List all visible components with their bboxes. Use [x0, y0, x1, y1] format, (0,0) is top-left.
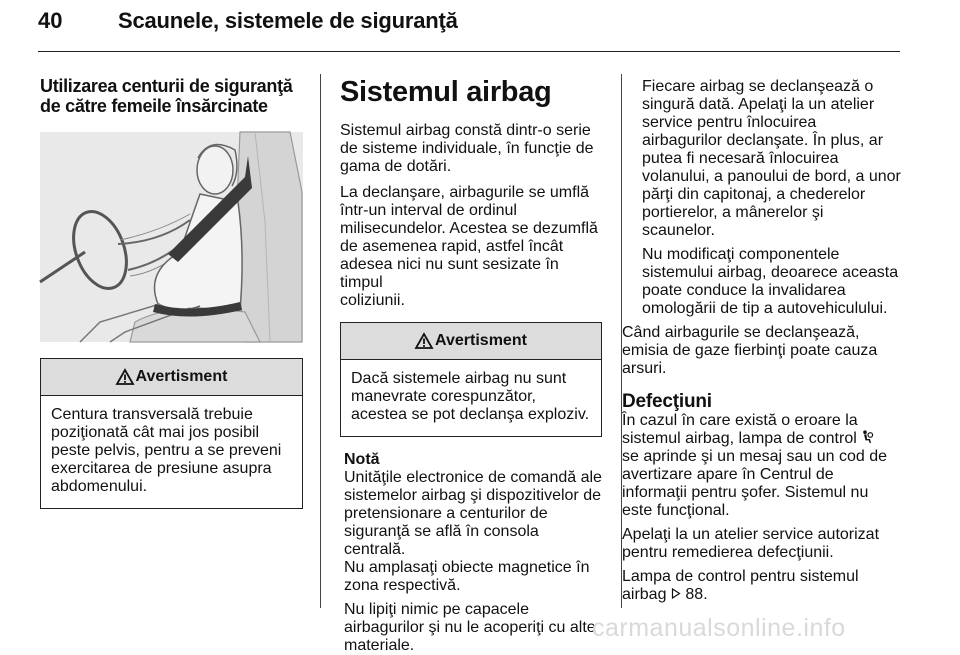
- text-line: [622, 430, 902, 448]
- text-line: manevrate corespunzător,: [351, 388, 536, 405]
- text-line: coliziunii.: [340, 292, 405, 309]
- paragraph-intro: [340, 122, 602, 176]
- paragraph-replacement: [622, 78, 902, 240]
- text-line: airbagurilor declanşate. În plus, ar: [642, 132, 884, 149]
- text-line: acestea se pot declanşa exploziv.: [351, 406, 590, 423]
- text-line: arsuri.: [622, 360, 667, 377]
- text-line: Nu lipiţi nimic pe capacele: [344, 601, 529, 618]
- note-title: Notă: [344, 451, 380, 468]
- text-line: service pentru înlocuirea: [642, 114, 817, 131]
- section-heading-pregnant: [40, 76, 303, 116]
- warning-title: Avertisment: [435, 332, 527, 349]
- text-line: Sistemul airbag constă dintr-o serie: [340, 122, 591, 139]
- text-line: [622, 586, 902, 604]
- text-line: sistemelor airbag şi dispozitivelor de: [344, 487, 601, 504]
- text-line: exercitarea de presiune asupra: [51, 460, 272, 477]
- text-line: gama de dotări.: [340, 158, 452, 175]
- warning-header: [41, 359, 302, 396]
- text-line: airbagurilor şi nu le acoperiţi cu alte: [344, 619, 596, 636]
- warning-text: [341, 360, 601, 436]
- warning-box-seatbelt: [40, 358, 303, 509]
- text-line: pentru remedierea defecţiunii.: [622, 544, 834, 561]
- text-line: putea fi necesară înlocuirea: [642, 150, 839, 167]
- heading-line: de către femeile însărcinate: [40, 96, 268, 116]
- text-line: Unităţile electronice de comandă ale: [344, 469, 602, 486]
- text-line: adesea nici nu sunt sesizate în timpul: [340, 256, 559, 291]
- note-text: [344, 469, 602, 595]
- text-line: pretensionare a centurilor de: [344, 505, 548, 522]
- text-fragment: sistemul airbag, lampa de control: [622, 430, 857, 447]
- text-line: avertizare apare în Centrul de: [622, 466, 834, 483]
- warning-triangle-icon: [415, 333, 433, 349]
- text-line: peste pelvis, pentru a se preveni: [51, 442, 282, 459]
- text-line: abdomenului.: [51, 478, 148, 495]
- text-line: portierelor, a mânerelor şi: [642, 204, 824, 221]
- text-line: părţi din capitonaj, a chederelor: [642, 186, 866, 203]
- warning-title: Avertisment: [135, 368, 228, 385]
- text-line: se aprinde şi un mesaj sau un cod de: [622, 448, 888, 465]
- page-number: 40: [38, 8, 63, 33]
- column-airbag-continued: [622, 78, 902, 604]
- illustration-graphic: [40, 132, 303, 342]
- text-line: Când airbagurile se declanşează,: [622, 324, 860, 341]
- text-line: este funcţional.: [622, 502, 730, 519]
- airbag-warning-lamp-icon: [861, 430, 873, 444]
- text-line: de asemenea rapid, astfel încât: [340, 238, 564, 255]
- text-line: zona respectivă.: [344, 577, 461, 594]
- paragraph-hot-gases: [622, 324, 902, 378]
- text-line: sistemului airbag, deoarece aceasta: [642, 264, 899, 281]
- text-line: Lampa de control pentru sistemul: [622, 568, 859, 585]
- paragraph-no-modification: [622, 246, 902, 318]
- column-separator-left: [320, 74, 321, 608]
- text-line: poziţionată cât mai jos posibil: [51, 424, 260, 441]
- text-fragment: airbag: [622, 586, 667, 603]
- text-line: singură dată. Apelaţi la un atelier: [642, 96, 875, 113]
- text-line: Apelaţi la un atelier service autorizat: [622, 526, 880, 543]
- warning-text: [41, 396, 302, 508]
- warning-box-airbag: [340, 322, 602, 437]
- section-heading-defects: Defecţiuni: [622, 391, 712, 412]
- pregnant-woman-seatbelt-illustration: [40, 132, 303, 342]
- warning-header: [341, 323, 601, 360]
- text-line: poate conduce la invalidarea: [642, 282, 846, 299]
- text-line: Centura transversală trebuie: [51, 406, 253, 423]
- page-reference-link[interactable]: 88.: [685, 586, 708, 603]
- text-line: informaţii pentru şofer. Sistemul nu: [622, 484, 869, 501]
- text-line: omologării de tip a autovehiculului.: [642, 300, 888, 317]
- paragraph-defect-lamp: [622, 412, 902, 520]
- text-line: scaunelor.: [642, 222, 715, 239]
- text-line: materiale.: [344, 637, 415, 654]
- paragraph-deployment: [340, 184, 602, 310]
- paragraph-lamp-reference: [622, 568, 902, 604]
- text-line: milisecundelor. Acestea se dezumflă: [340, 220, 598, 237]
- warning-triangle-icon: [116, 369, 134, 385]
- text-line: Nu modificaţi componentele: [642, 246, 840, 263]
- column-airbag-system: [340, 76, 602, 655]
- text-line: La declanşare, airbagurile se umflă: [340, 184, 590, 201]
- paragraph-service: [622, 526, 902, 562]
- heading-line: Utilizarea centurii de siguranţă: [40, 76, 293, 96]
- text-line: emisia de gaze fierbinţi poate cauza: [622, 342, 878, 359]
- column-pregnant-women: [40, 76, 303, 509]
- watermark: carmanualsonline.info: [592, 614, 846, 642]
- text-line: de sisteme individuale, în funcţie de: [340, 140, 594, 157]
- text-line: într-un interval de ordinul: [340, 202, 517, 219]
- text-line: Fiecare airbag se declanşează o: [642, 78, 874, 95]
- section-title-airbag: Sistemul airbag: [340, 76, 552, 108]
- text-line: Nu amplasaţi obiecte magnetice în: [344, 559, 590, 576]
- note-block: [340, 451, 602, 655]
- text-line: volanului, a panoului de bord, a unor: [642, 168, 901, 185]
- text-line: Dacă sistemele airbag nu sunt: [351, 370, 567, 387]
- text-line: siguranţă se află în consola centrală.: [344, 523, 539, 558]
- page-reference-arrow-icon: [671, 586, 681, 597]
- page-header-title: Scaunele, sistemele de siguranţă: [118, 8, 458, 33]
- note-text-2: [344, 601, 602, 655]
- header-rule: [38, 51, 900, 52]
- text-line: În cazul în care există o eroare la: [622, 412, 858, 429]
